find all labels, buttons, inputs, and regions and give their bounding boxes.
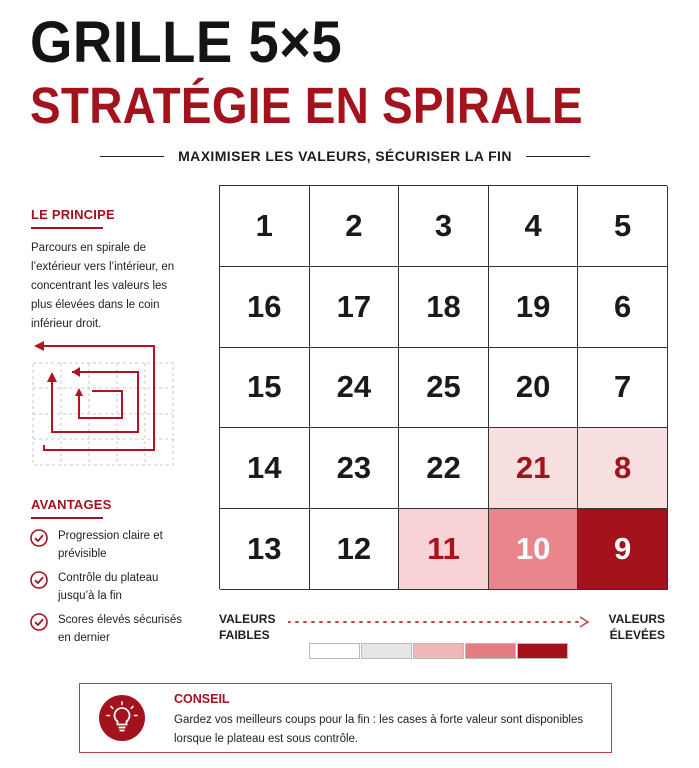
tip-text: Gardez vos meilleurs coups pour la fin : les cases à forte valeur sont disponibles lorsque le plateau est sous contrôle. <box>174 714 584 745</box>
grid-cell: 3 <box>399 186 489 267</box>
lightbulb-icon <box>98 694 146 742</box>
grid-cell: 20 <box>489 348 579 429</box>
grid-cell: 12 <box>310 509 400 590</box>
grid-cell: 8 <box>578 428 668 509</box>
grid-cell: 6 <box>578 267 668 348</box>
principle-text: Parcours en spirale de l’extérieur vers l’intérieur, en concentrant les valeurs les plus élevées dans le coin inférieur droit. <box>31 242 175 330</box>
grid-cell: 1 <box>220 186 310 267</box>
grid-cell: 19 <box>489 267 579 348</box>
advantages-list <box>30 527 210 653</box>
legend-low-line2: FAIBLES <box>219 628 270 642</box>
advantage-text: Progression claire et prévisible <box>58 530 163 560</box>
spiral-path <box>42 346 154 450</box>
advantage-text: Scores élevés sécurisés en dernier <box>58 614 182 644</box>
grid-cell: 16 <box>220 267 310 348</box>
page-subtitle: STRATÉGIE EN SPIRALE <box>30 77 583 134</box>
grid-cell: 5 <box>578 186 668 267</box>
tip-heading: CONSEIL <box>174 692 230 706</box>
scale-swatch <box>465 643 516 659</box>
grid-cell: 25 <box>399 348 489 429</box>
spiral-grid <box>219 185 667 589</box>
principle-heading: LE PRINCIPE <box>31 207 115 229</box>
grid-cell: 14 <box>220 428 310 509</box>
grid-cell: 7 <box>578 348 668 429</box>
grid-cell: 9 <box>578 509 668 590</box>
grid-cell: 22 <box>399 428 489 509</box>
gradient-arrow <box>288 614 598 630</box>
advantage-text: Contrôle du plateau jusqu’à la fin <box>58 572 159 602</box>
advantage-item <box>30 527 210 569</box>
legend-high-line2: ÉLEVÉES <box>609 628 665 642</box>
check-circle-icon <box>30 613 48 631</box>
grid-cell: 11 <box>399 509 489 590</box>
divider-left <box>100 156 164 157</box>
grid-cell: 15 <box>220 348 310 429</box>
grid-cell: 2 <box>310 186 400 267</box>
grid-cell: 23 <box>310 428 400 509</box>
grid-cell: 4 <box>489 186 579 267</box>
legend-high-line1: VALEURS <box>608 612 665 626</box>
legend-low-label <box>219 611 275 643</box>
grid-cell: 21 <box>489 428 579 509</box>
page-title: GRILLE 5×5 <box>30 10 343 75</box>
check-circle-icon <box>30 571 48 589</box>
tagline: MAXIMISER LES VALEURS, SÉCURISER LA FIN <box>178 148 512 164</box>
tagline-row <box>100 146 590 166</box>
legend-low-line1: VALEURS <box>219 612 276 626</box>
grid-cell: 10 <box>489 509 579 590</box>
advantages-heading: AVANTAGES <box>31 497 112 519</box>
scale-swatch <box>309 643 360 659</box>
grid-cell: 18 <box>399 267 489 348</box>
advantage-item <box>30 611 210 653</box>
spiral-diagram <box>28 336 178 470</box>
grid-cell: 13 <box>220 509 310 590</box>
tip-box <box>79 683 612 753</box>
legend-high-label <box>609 611 665 643</box>
scale-swatch <box>413 643 464 659</box>
divider-right <box>526 156 590 157</box>
grid-cell: 17 <box>310 267 400 348</box>
check-circle-icon <box>30 529 48 547</box>
grid-cell: 24 <box>310 348 400 429</box>
advantage-item <box>30 569 210 611</box>
scale-swatch <box>517 643 568 659</box>
scale-swatch <box>361 643 412 659</box>
color-scale <box>309 643 569 659</box>
